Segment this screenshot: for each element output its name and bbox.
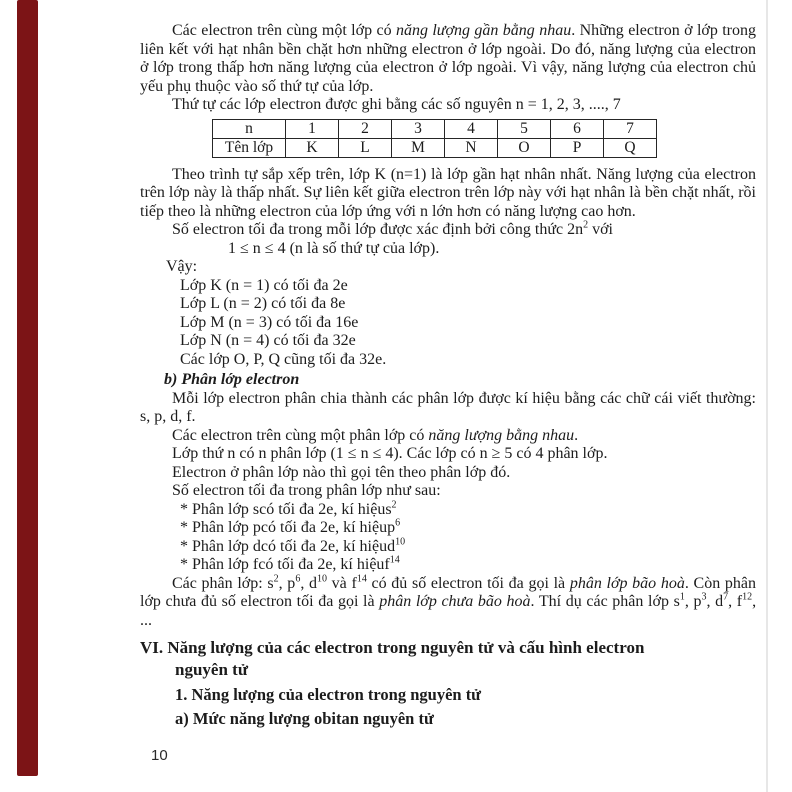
text-segment: Lớp M (n = 3) có tối đa 16e bbox=[180, 313, 359, 331]
text-segment: 10 bbox=[395, 536, 406, 548]
text-segment: , f bbox=[728, 593, 743, 610]
text-segment: phân lớp bão hoà bbox=[569, 574, 685, 592]
text-segment: năng lượng bằng nhau bbox=[428, 426, 575, 444]
heading-vi-line1 bbox=[140, 637, 756, 659]
heading-a-muc-nang-luong bbox=[175, 709, 756, 729]
text-segment: Các electron trên cùng một lớp có bbox=[172, 22, 396, 39]
text-segment: nguyên tử bbox=[175, 660, 249, 679]
line-sublayer-s bbox=[180, 501, 756, 520]
table-cell: 5 bbox=[498, 119, 551, 138]
text-segment: Lớp L (n = 2) có tối đa 8e bbox=[180, 295, 346, 312]
table-cell: 4 bbox=[445, 119, 498, 138]
table-row bbox=[213, 119, 657, 138]
text-segment: 2 bbox=[273, 573, 279, 585]
text-segment: * Phân lớp scó tối đa 2e, kí hiệus bbox=[180, 500, 392, 518]
text-segment: 3 bbox=[701, 591, 707, 603]
text-segment: năng lượng gần bằng nhau bbox=[395, 22, 572, 39]
text-segment: , p bbox=[684, 593, 702, 610]
text-segment: 6 bbox=[295, 573, 301, 585]
text-segment: 6 bbox=[395, 517, 401, 529]
line-sublayer-p bbox=[180, 519, 756, 538]
table-cell: K bbox=[286, 138, 339, 157]
text-segment: . Còn phân lớp chưa đủ số electron tối đa gọi là bbox=[140, 574, 757, 610]
text-segment: Lớp K (n = 1) có tối đa 2e bbox=[180, 276, 348, 294]
table-cell: P bbox=[551, 138, 604, 157]
paragraph-layer-order bbox=[140, 96, 756, 115]
table-cell: N bbox=[445, 138, 498, 157]
line-layer-opq bbox=[180, 351, 756, 370]
text-segment: Các phân lớp: s bbox=[172, 574, 274, 592]
paragraph-sublayer-energy bbox=[140, 427, 756, 446]
paragraph-sublayer-max-intro bbox=[140, 482, 756, 501]
line-layer-n bbox=[180, 332, 756, 351]
text-segment: Mỗi lớp electron phân chia thành các phân lớp được kí hiệu bằng các chữ cái viết thường: s, p, d, f. bbox=[140, 389, 756, 425]
paragraph-saturated-sublayers bbox=[140, 575, 756, 631]
table-row bbox=[213, 138, 657, 157]
page-content bbox=[140, 22, 756, 729]
line-vay bbox=[166, 258, 756, 277]
table-cell: L bbox=[339, 138, 392, 157]
text-segment: , p bbox=[278, 574, 296, 592]
text-segment: Lớp N (n = 4) có tối đa 32e bbox=[180, 332, 356, 349]
text-segment: Theo trình tự sắp xếp trên, lớp K (n=1) là lớp gần hạt nhân nhất. Năng lượng của electron trên lớp này là thấp nhất. Sự liên kết giữa electron trên lớp này với hạt nhân là bền chặt nhất, rồi tiếp theo là những electron của lớp ứng với n lớn hơn có năng lượng cao hơn. bbox=[140, 165, 756, 220]
text-segment: . bbox=[574, 426, 579, 444]
page-number: 10 bbox=[151, 747, 168, 764]
text-segment: . Thí dụ các phân lớp s bbox=[530, 593, 680, 610]
text-segment: với bbox=[588, 221, 613, 238]
paragraph-sublayer-count bbox=[140, 445, 756, 464]
paragraph-sublayer-name bbox=[140, 464, 756, 483]
text-segment: phân lớp chưa bão hoà bbox=[379, 593, 531, 610]
text-segment: , d bbox=[706, 593, 724, 610]
text-segment: 14 bbox=[389, 554, 400, 566]
text-segment: , d bbox=[300, 574, 317, 592]
text-segment: * Phân lớp pcó tối đa 2e, kí hiệup bbox=[180, 519, 396, 536]
paragraph-max-electrons bbox=[140, 221, 756, 240]
text-segment: 14 bbox=[356, 573, 367, 585]
line-layer-l bbox=[180, 295, 756, 314]
paragraph-layer-k bbox=[140, 166, 756, 222]
text-segment: 2 bbox=[391, 499, 397, 511]
table-cell: 6 bbox=[551, 119, 604, 138]
table-cell: 1 bbox=[286, 119, 339, 138]
text-segment: 1. Năng lượng của electron trong nguyên tử bbox=[175, 685, 482, 704]
text-segment: VI. Năng lượng của các electron trong nguyên tử và cấu hình electron bbox=[140, 638, 645, 657]
text-segment: 2 bbox=[583, 219, 589, 231]
page-scan-edge-line bbox=[766, 0, 768, 792]
table-cell: 2 bbox=[339, 119, 392, 138]
line-layer-m bbox=[180, 314, 756, 333]
table-cell: O bbox=[498, 138, 551, 157]
table-cell: 7 bbox=[604, 119, 657, 138]
text-segment: a) Mức năng lượng obitan nguyên tử bbox=[175, 709, 434, 728]
table-cell: n bbox=[213, 119, 286, 138]
text-segment: * Phân lớp dcó tối đa 2e, kí hiệud bbox=[180, 537, 396, 555]
text-segment: Electron ở phân lớp nào thì gọi tên theo phân lớp đó. bbox=[172, 463, 511, 481]
heading-1-nang-luong bbox=[175, 685, 756, 705]
text-segment: Thứ tự các lớp electron được ghi bằng các số nguyên n = 1, 2, 3, ...., 7 bbox=[172, 96, 621, 113]
text-segment: Các electron trên cùng một phân lớp có bbox=[172, 426, 429, 444]
text-segment: b) Phân lớp electron bbox=[164, 371, 300, 388]
line-sublayer-d bbox=[180, 538, 756, 557]
subheading-b-phan-lop bbox=[164, 371, 756, 390]
electron-layer-table bbox=[212, 119, 657, 158]
text-segment: 1 bbox=[679, 591, 685, 603]
table-cell: 3 bbox=[392, 119, 445, 138]
text-segment: Vậy: bbox=[166, 258, 198, 275]
paragraph-sublayer-letters bbox=[140, 390, 756, 427]
text-segment: , ... bbox=[140, 593, 757, 629]
book-cover-edge-strip bbox=[17, 0, 38, 776]
table-cell: M bbox=[392, 138, 445, 157]
table-cell: Tên lớp bbox=[213, 138, 286, 157]
paragraph-layer-energy bbox=[140, 22, 756, 96]
text-segment: Số electron tối đa trong mỗi lớp được xác định bởi công thức 2n bbox=[172, 221, 584, 238]
line-n-range bbox=[228, 240, 756, 259]
line-sublayer-f bbox=[180, 556, 756, 575]
text-segment: 1 ≤ n ≤ 4 (n là số thứ tự của lớp). bbox=[228, 239, 440, 257]
text-segment: có đủ số electron tối đa gọi là bbox=[366, 574, 570, 592]
text-segment: * Phân lớp fcó tối đa 2e, kí hiệuf bbox=[180, 556, 390, 573]
text-segment: và f bbox=[327, 574, 357, 592]
line-layer-k bbox=[180, 277, 756, 296]
table-cell: Q bbox=[604, 138, 657, 157]
text-segment: Các lớp O, P, Q cũng tối đa 32e. bbox=[180, 350, 387, 368]
text-segment: Lớp thứ n có n phân lớp (1 ≤ n ≤ 4). Các lớp có n ≥ 5 có 4 phân lớp. bbox=[172, 445, 608, 462]
text-segment: Số electron tối đa trong phân lớp như sau: bbox=[172, 482, 441, 499]
text-segment: 12 bbox=[742, 591, 753, 603]
heading-vi-line2 bbox=[175, 659, 756, 681]
text-segment: 7 bbox=[723, 591, 729, 603]
text-segment: 10 bbox=[317, 573, 327, 585]
text-segment: . Những electron ở lớp trong liên kết với hạt nhân bền chặt hơn những electron ở lớp ngoài. Do đó, năng lượng của electron ở lớp trong thấp hơn năng lượng của electron ở lớp ngoài. Vì vậy, năng lượng của electron chủ yếu phụ thuộc vào số thứ tự của lớp. bbox=[140, 22, 757, 95]
